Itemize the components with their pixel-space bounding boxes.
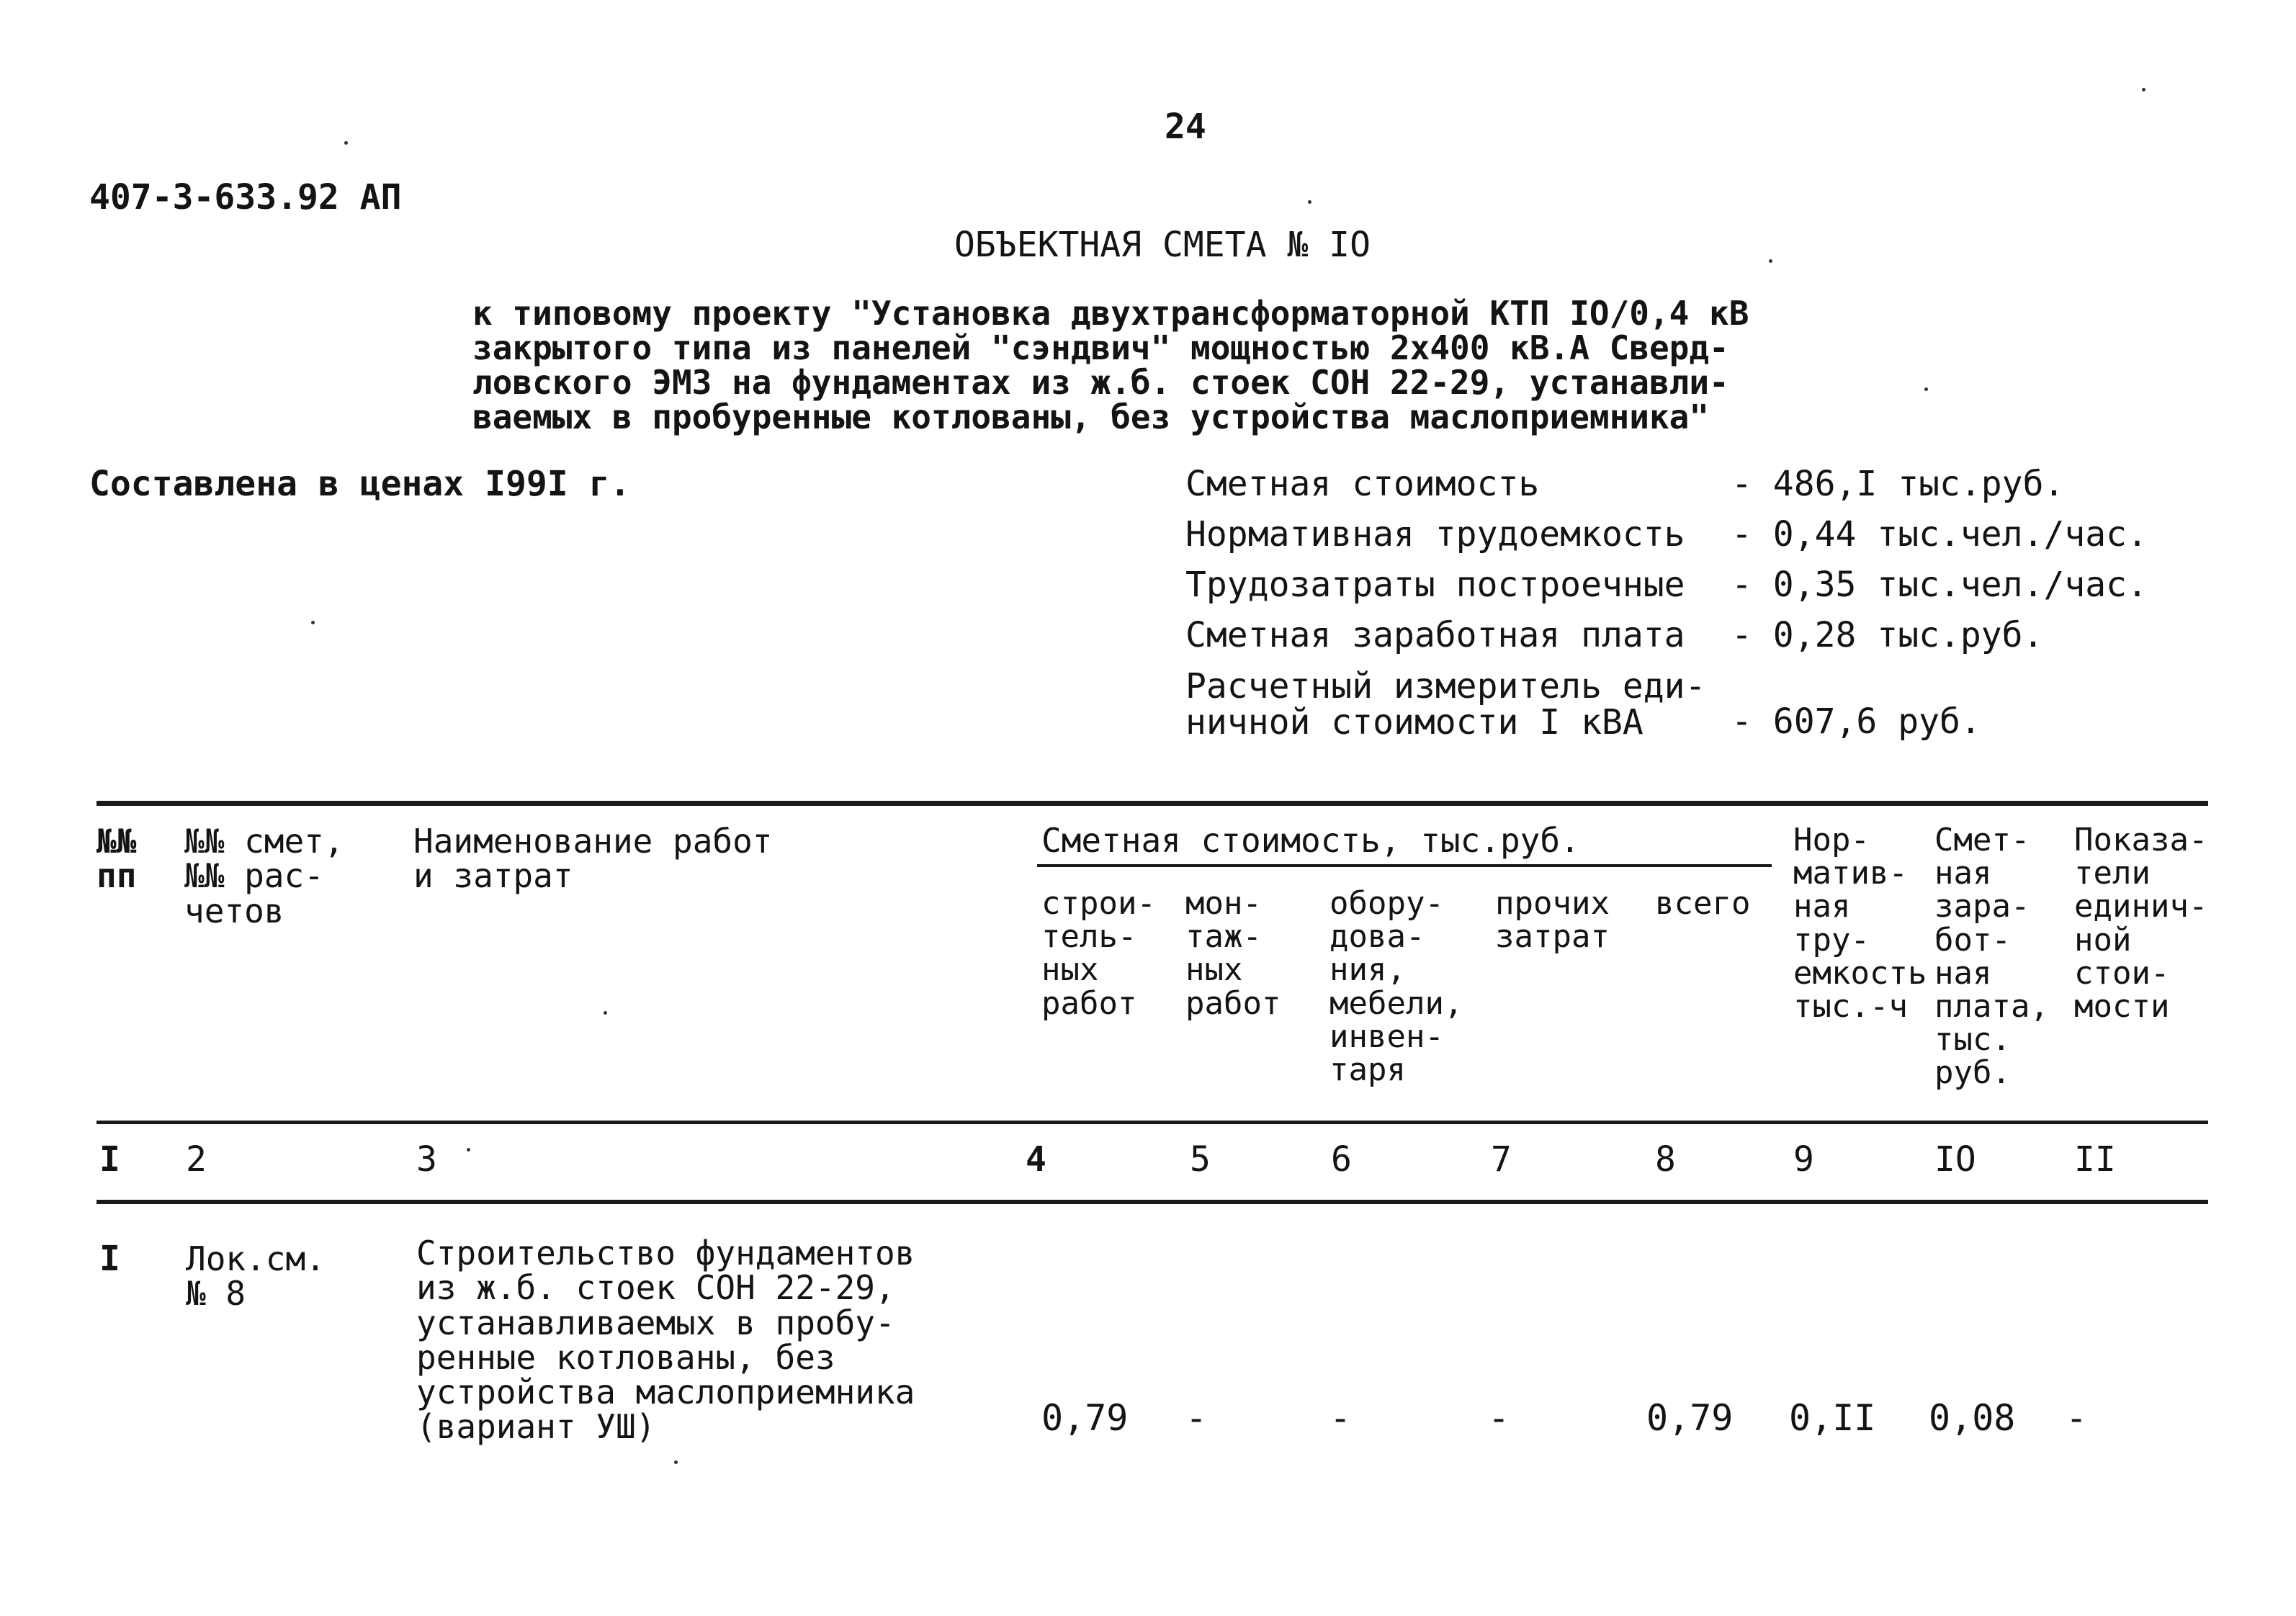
- row-estimate-ref: Лок.см. № 8: [186, 1239, 326, 1314]
- row-number: I: [99, 1239, 120, 1279]
- header-bottom-rule: [97, 1121, 2208, 1124]
- row-installation-cost: -: [1185, 1397, 1208, 1439]
- header-construction: строи- тель- ных работ: [1041, 885, 1156, 1022]
- summary-value: - 607,6 руб.: [1731, 701, 1981, 742]
- row-construction-cost: 0,79: [1041, 1397, 1129, 1439]
- scan-speck: [344, 141, 348, 145]
- scan-speck: [674, 1460, 678, 1464]
- document-code: 407-3-633.92 АП: [89, 177, 402, 217]
- header-unit-cost-indicators: Показа- тели единич- ной стои- мости: [2074, 822, 2208, 1025]
- header-labor-intensity: Нор- матив- ная тру- емкость тыс.-ч: [1793, 822, 1927, 1025]
- column-number: 6: [1331, 1139, 1352, 1180]
- description-line: к типовому проекту "Установка двухтрансформаторной КТП IO/0,4 кВ: [472, 294, 1749, 333]
- summary-label: Расчетный измеритель еди- ничной стоимости I кВА: [1185, 666, 1706, 743]
- summary-value: - 0,44 тыс.чел./час.: [1731, 514, 2148, 555]
- header-installation: мон- таж- ных работ: [1185, 885, 1281, 1022]
- group-header-rule: [1037, 864, 1772, 867]
- header-row-number: №№ пп: [97, 822, 137, 896]
- column-number: 3: [416, 1139, 437, 1180]
- summary-label: Сметная заработная плата: [1185, 615, 1685, 655]
- column-numbers-rule: [97, 1200, 2208, 1204]
- column-number: 4: [1026, 1139, 1046, 1180]
- prices-note: Составлена в ценах I99I г.: [89, 464, 631, 504]
- row-equipment-cost: -: [1329, 1397, 1352, 1439]
- page-title: ОБЪЕКТНАЯ СМЕТА № IO: [954, 225, 1371, 265]
- summary-label: Сметная стоимость: [1185, 464, 1540, 504]
- scan-speck: [2142, 88, 2145, 91]
- scan-speck: [1769, 259, 1772, 263]
- scan-speck: [467, 1148, 470, 1152]
- summary-label: Трудозатраты построечные: [1185, 565, 1685, 605]
- scan-speck: [1924, 387, 1928, 391]
- header-wages: Смет- ная зара- бот- ная плата, тыс. руб.: [1934, 822, 2049, 1092]
- description-line: закрытого типа из панелей "сэндвич" мощностью 2х400 кВ.А Сверд-: [472, 328, 1729, 367]
- scan-speck: [604, 1011, 607, 1015]
- row-work-name: Строительство фундаментов из ж.б. стоек СОН 22-29, устанавливаемых в пробу- ренные котлованы, без устройства маслоприемника (вариант УШ): [416, 1234, 915, 1447]
- header-equipment: обору- дова- ния, мебели, инвен- таря: [1329, 885, 1463, 1088]
- scan-speck: [1308, 200, 1311, 204]
- row-other-cost: -: [1488, 1397, 1510, 1439]
- row-labor-intensity: 0,II: [1789, 1397, 1876, 1439]
- column-number: 9: [1793, 1139, 1814, 1180]
- scan-speck: [311, 621, 315, 624]
- summary-value: - 0,35 тыс.чел./час.: [1731, 565, 2148, 605]
- header-estimated-cost-group: Сметная стоимость, тыс.руб.: [1041, 821, 1580, 860]
- description-line: ловского ЭМЗ на фундаментах из ж.б. стоек СОН 22-29, устанавли-: [472, 363, 1729, 402]
- row-unit-cost-indicator: -: [2066, 1397, 2088, 1439]
- page-number: 24: [1165, 107, 1206, 147]
- summary-value: - 486,I тыс.руб.: [1731, 464, 2065, 504]
- header-estimate-ref: №№ смет, №№ рас- четов: [184, 822, 344, 930]
- column-number: 5: [1190, 1139, 1211, 1180]
- column-number: 7: [1491, 1139, 1512, 1180]
- description-line: ваемых в пробуренные котлованы, без устройства маслоприемника": [472, 398, 1710, 436]
- row-wages: 0,08: [1929, 1397, 2016, 1439]
- header-work-name: Наименование работ и затрат: [413, 822, 773, 896]
- header-total: всего: [1655, 885, 1751, 922]
- header-other-costs: прочих затрат: [1495, 885, 1610, 956]
- column-number: II: [2074, 1139, 2116, 1180]
- table-top-rule: [97, 801, 2208, 806]
- summary-label: Нормативная трудоемкость: [1185, 514, 1685, 555]
- column-number: IO: [1934, 1139, 1976, 1180]
- row-total-cost: 0,79: [1646, 1397, 1734, 1439]
- column-number: 8: [1655, 1139, 1676, 1180]
- column-number: I: [99, 1139, 120, 1180]
- column-number: 2: [186, 1139, 207, 1180]
- summary-value: - 0,28 тыс.руб.: [1731, 615, 2044, 655]
